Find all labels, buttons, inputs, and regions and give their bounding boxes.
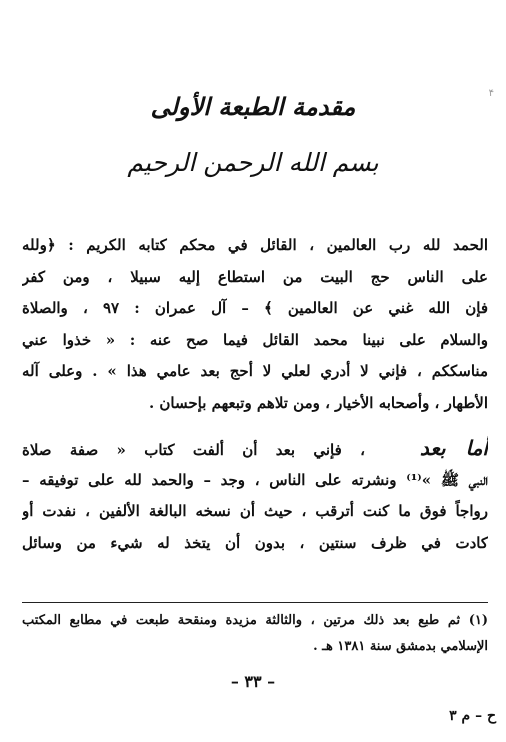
paragraph-2-line-text: ، فإني بعد أن ألفت كتاب « صفة صلاة	[22, 441, 365, 459]
signature-mark: ح – م ٣	[449, 708, 496, 724]
paragraph-1-line: والسلام على نبينا محمد القائل فيما صح عنه : « خذوا عني	[22, 330, 488, 349]
paragraph-2-line: رواجاً فوق ما كنت أترقب ، حيث أن نسخه البالغة الألفين ، نفدت أو	[22, 502, 488, 520]
page-title: مقدمة الطبعة الأولى	[150, 92, 356, 121]
page-number: – ٣٣ –	[230, 672, 276, 691]
paragraph-2-line: النبي ﷺ »⁽¹⁾ ونشرته على الناس ، وجد – والحمد لله على توفيقه –	[22, 470, 488, 489]
footnote-divider	[22, 602, 488, 603]
paragraph-2-line: كادت في ظرف سنتين ، بدون أن يتخذ له شيء من وسائل	[22, 533, 488, 552]
footnote-line: الإسلامي بدمشق سنة ١٣٨١ هـ .	[313, 639, 488, 654]
paragraph-1-line: الحمد لله رب العالمين ، القائل في محكم كتابه الكريم : ﴿ولله	[22, 236, 488, 254]
paragraph-2-lead: أما بعد	[419, 436, 488, 460]
footnote	[22, 608, 488, 660]
paragraph-2-line	[22, 433, 488, 465]
corner-mark: ۴	[488, 88, 494, 99]
paragraph-1-line: فإن الله غني عن العالمين ﴾ – آل عمران : ٩٧ ، والصلاة	[22, 299, 488, 317]
paragraph-1-line: على الناس حج البيت من استطاع إليه سبيلا ، ومن كفر	[22, 267, 488, 286]
footnote-line: (١) ثم طبع بعد ذلك مرتين ، والثالثة مزيدة ومنقحة طبعت في مطابع المكتب	[22, 613, 488, 628]
paragraph-1-line: الأطهار ، وأصحابه الأخيار ، ومن تلاهم وتبعهم بإحسان .	[148, 393, 488, 412]
paragraph-gap	[22, 419, 488, 433]
basmala: بسم الله الرحمن الرحيم	[127, 148, 379, 177]
paragraph-1-line: مناسككم ، فإني لا أدري لعلي لا أحج بعد عامي هذا » . وعلى آله	[22, 362, 488, 380]
main-text	[22, 230, 488, 559]
